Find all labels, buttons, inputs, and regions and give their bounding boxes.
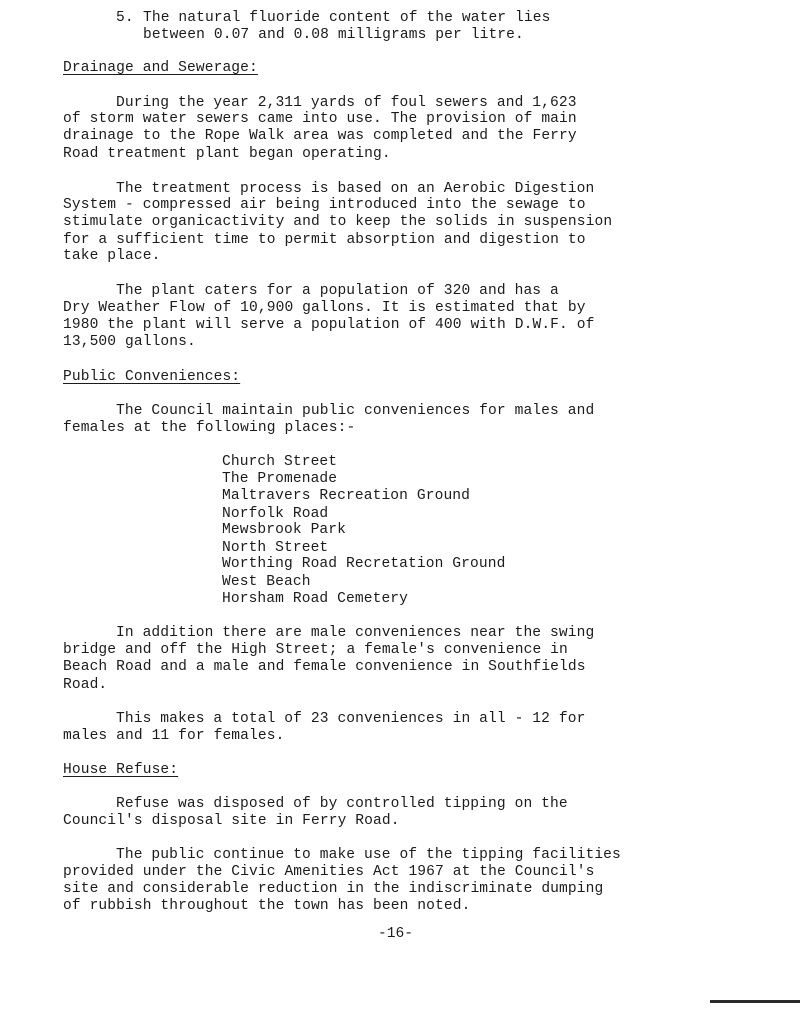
drainage-p1-line-4: Road treatment plant began operating. bbox=[63, 145, 391, 162]
refuse-p2-line-3: site and considerable reduction in the indiscriminate dumping bbox=[63, 880, 604, 897]
drainage-p3-line-1: The plant caters for a population of 320 and has a bbox=[116, 283, 559, 300]
drainage-p1-line-3: drainage to the Rope Walk area was completed and the Ferry bbox=[63, 128, 577, 145]
page-number: -16- bbox=[378, 925, 414, 942]
drainage-p2-line-3: stimulate organicactivity and to keep the solids in suspension bbox=[63, 214, 613, 231]
conveniences-heading: Public Conveniences: bbox=[63, 368, 241, 385]
place-list-item: West Beach bbox=[222, 573, 311, 590]
conveniences-intro-line-1: The Council maintain public conveniences for males and bbox=[116, 402, 595, 419]
drainage-p3-line-3: 1980 the plant will serve a population of 400 with D.W.F. of bbox=[63, 316, 595, 333]
place-list-item: Worthing Road Recretation Ground bbox=[222, 556, 506, 573]
drainage-p3-line-4: 13,500 gallons. bbox=[63, 334, 196, 351]
drainage-p1-line-2: of storm water sewers came into use. The provision of main bbox=[63, 111, 577, 128]
item-number: 5. bbox=[116, 9, 134, 26]
addition-line-2: bridge and off the High Street; a female's convenience in bbox=[63, 642, 568, 659]
conveniences-intro-line-2: females at the following places:- bbox=[63, 420, 356, 437]
total-line-2: males and 11 for females. bbox=[63, 727, 285, 744]
drainage-p1-line-1: During the year 2,311 yards of foul sewers and 1,623 bbox=[116, 94, 577, 111]
item5-line-1: The natural fluoride content of the water lies bbox=[143, 9, 551, 26]
place-list-item: North Street bbox=[222, 539, 329, 556]
refuse-heading: House Refuse: bbox=[63, 761, 179, 778]
drainage-p2-line-1: The treatment process is based on an Aerobic Digestion bbox=[116, 180, 595, 197]
place-list-item: Church Street bbox=[222, 453, 338, 470]
refuse-p2-line-4: of rubbish throughout the town has been noted. bbox=[63, 897, 471, 914]
total-line-1: This makes a total of 23 conveniences in all - 12 for bbox=[116, 710, 586, 727]
place-list-item: Norfolk Road bbox=[222, 505, 329, 522]
addition-line-4: Road. bbox=[63, 676, 108, 693]
place-list-item: The Promenade bbox=[222, 471, 338, 488]
drainage-p3-line-2: Dry Weather Flow of 10,900 gallons. It is estimated that by bbox=[63, 300, 586, 317]
addition-line-1: In addition there are male conveniences near the swing bbox=[116, 624, 595, 641]
refuse-p2-line-2: provided under the Civic Amenities Act 1967 at the Council's bbox=[63, 863, 595, 880]
place-list-item: Horsham Road Cemetery bbox=[222, 590, 409, 607]
drainage-p2-line-5: take place. bbox=[63, 248, 161, 265]
refuse-p1-line-2: Council's disposal site in Ferry Road. bbox=[63, 812, 400, 829]
drainage-heading: Drainage and Sewerage: bbox=[63, 60, 258, 77]
refuse-p1-line-1: Refuse was disposed of by controlled tipping on the bbox=[116, 796, 568, 813]
refuse-p2-line-1: The public continue to make use of the tipping facilities bbox=[116, 846, 621, 863]
place-list-item: Mewsbrook Park bbox=[222, 522, 347, 539]
item5-line-2: between 0.07 and 0.08 milligrams per litre. bbox=[143, 27, 524, 44]
addition-line-3: Beach Road and a male and female convenience in Southfields bbox=[63, 659, 586, 676]
page-edge-mark bbox=[710, 1000, 800, 1003]
drainage-p2-line-4: for a sufficient time to permit absorption and digestion to bbox=[63, 231, 586, 248]
drainage-p2-line-2: System - compressed air being introduced into the sewage to bbox=[63, 197, 586, 214]
place-list-item: Maltravers Recreation Ground bbox=[222, 487, 471, 504]
